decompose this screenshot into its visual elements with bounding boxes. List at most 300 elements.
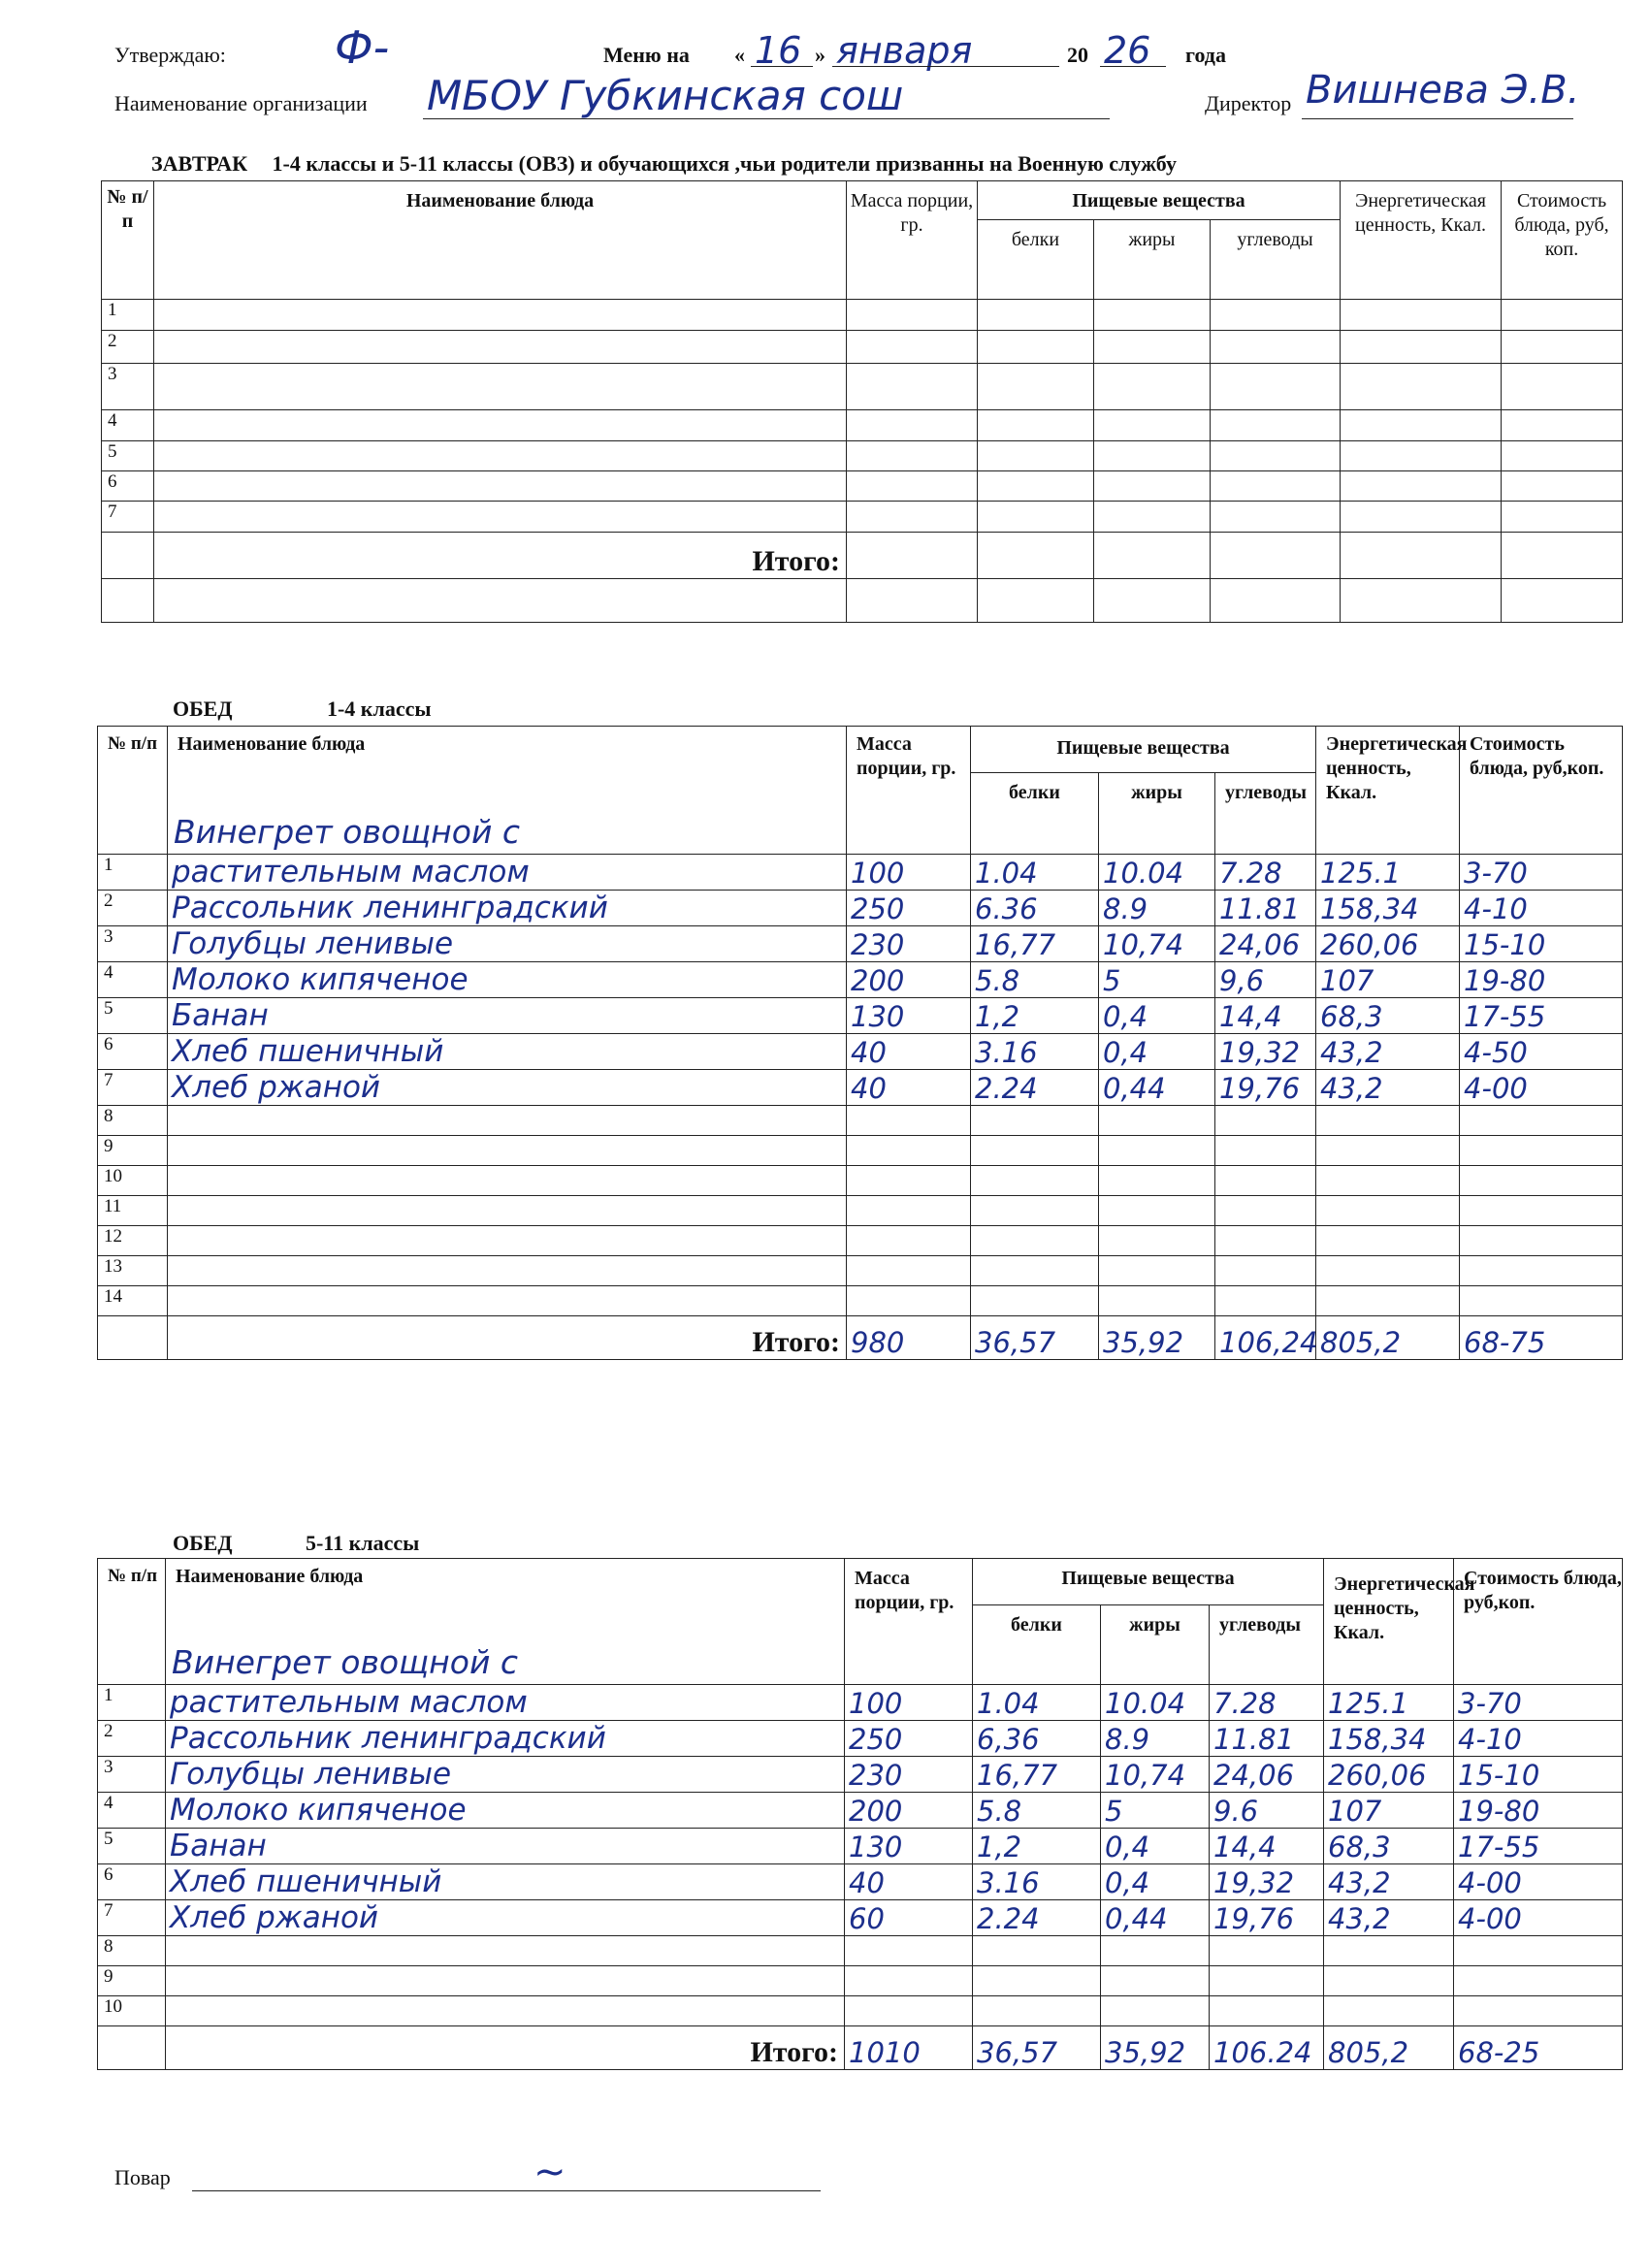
dish-name xyxy=(166,1864,845,1900)
value-fat: 0,4 xyxy=(1099,1034,1215,1070)
value-prot: 3.16 xyxy=(973,1864,1101,1900)
value-carb: 9.6 xyxy=(1210,1793,1324,1829)
value-cost: 4-10 xyxy=(1460,891,1623,926)
breakfast-title-text: ЗАВТРАК xyxy=(151,151,248,176)
empty-cell xyxy=(154,331,847,364)
lunch2-col-carbs: углеводы xyxy=(1210,1605,1324,1685)
value-prot: 16,77 xyxy=(973,1757,1101,1793)
table-row xyxy=(98,891,1623,926)
dish-name xyxy=(166,1643,845,1721)
empty-cell xyxy=(1215,1226,1316,1256)
row-number: 4 xyxy=(98,1793,166,1829)
row-number: 8 xyxy=(98,1936,166,1966)
table-row xyxy=(98,1034,1623,1070)
empty-cell xyxy=(1094,410,1211,441)
value-energy: 158,34 xyxy=(1316,891,1460,926)
breakfast-col-mass: Масса порции, гр. xyxy=(847,181,978,300)
row-number: 3 xyxy=(98,1757,166,1793)
value-energy: 260,06 xyxy=(1324,1757,1454,1793)
empty-cell xyxy=(978,502,1094,533)
value-fat: 5 xyxy=(1101,1793,1210,1829)
dish-name-top: Винегрет овощной с xyxy=(174,813,521,851)
empty-cell xyxy=(1341,410,1502,441)
empty-cell xyxy=(154,471,847,502)
breakfast-col-protein: белки xyxy=(978,220,1094,300)
empty-cell xyxy=(168,1196,847,1226)
empty-cell xyxy=(1502,364,1623,410)
menu-quote-close: » xyxy=(815,43,825,67)
value-prot: 16,77 xyxy=(971,926,1099,962)
value-prot: 2.24 xyxy=(973,1900,1101,1936)
value-prot: 3.16 xyxy=(971,1034,1099,1070)
dish-name-text: Молоко кипяченое xyxy=(170,1793,467,1828)
table-row xyxy=(102,471,1623,502)
empty-cell xyxy=(978,300,1094,331)
row-number: 3 xyxy=(102,364,154,410)
breakfast-col-fat: жиры xyxy=(1094,220,1211,300)
table-row xyxy=(98,1996,1623,2026)
year-prefix: 20 xyxy=(1067,43,1088,67)
empty-cell xyxy=(971,1286,1099,1316)
table-row xyxy=(98,1966,1623,1996)
dish-name-text: Банан xyxy=(172,998,269,1033)
value-carb: 7.28 xyxy=(1215,855,1316,891)
empty-cell xyxy=(1460,1166,1623,1196)
empty-cell xyxy=(1324,1966,1454,1996)
approve-label: Утверждаю: xyxy=(114,43,226,67)
lunch1-subtitle: 1-4 классы xyxy=(326,697,432,721)
value-fat: 0,44 xyxy=(1101,1900,1210,1936)
total-fat: 35,92 xyxy=(1099,1316,1215,1360)
lunch1-col-num: № п/п xyxy=(98,727,168,855)
empty-cell xyxy=(845,1936,973,1966)
empty-cell xyxy=(847,471,978,502)
empty-cell xyxy=(1211,410,1341,441)
empty-cell xyxy=(1211,502,1341,533)
empty-cell xyxy=(1215,1136,1316,1166)
value-cost: 19-80 xyxy=(1460,962,1623,998)
lunch2-col-fat: жиры xyxy=(1101,1605,1210,1685)
row-number: 2 xyxy=(102,331,154,364)
empty-cell xyxy=(168,1286,847,1316)
empty-cell xyxy=(1502,331,1623,364)
table-row xyxy=(98,1757,1623,1793)
value-cost: 15-10 xyxy=(1460,926,1623,962)
empty-cell xyxy=(1341,471,1502,502)
empty-cell xyxy=(971,1226,1099,1256)
empty-cell xyxy=(168,1226,847,1256)
empty-cell xyxy=(847,1256,971,1286)
table-row xyxy=(98,1196,1623,1226)
value-energy: 107 xyxy=(1324,1793,1454,1829)
value-mass: 60 xyxy=(845,1900,973,1936)
value-energy: 158,34 xyxy=(1324,1721,1454,1757)
value-cost: 4-00 xyxy=(1460,1070,1623,1106)
dish-name xyxy=(168,1070,847,1106)
value-mass: 130 xyxy=(845,1829,973,1864)
table-row xyxy=(102,364,1623,410)
total-num xyxy=(98,2026,166,2070)
value-mass: 40 xyxy=(847,1070,971,1106)
menu-day: 16 xyxy=(755,29,802,72)
value-carb: 24,06 xyxy=(1215,926,1316,962)
empty-cell xyxy=(1094,502,1211,533)
row-number: 6 xyxy=(102,471,154,502)
empty-cell xyxy=(1454,1936,1623,1966)
empty-cell xyxy=(847,1136,971,1166)
empty-cell xyxy=(1211,471,1341,502)
empty-cell xyxy=(845,1996,973,2026)
dish-name xyxy=(168,962,847,998)
row-number: 12 xyxy=(98,1226,168,1256)
value-prot: 6,36 xyxy=(973,1721,1101,1757)
value-mass: 40 xyxy=(845,1864,973,1900)
row-number: 1 xyxy=(102,300,154,331)
empty-cell xyxy=(1341,502,1502,533)
empty-cell xyxy=(1101,1966,1210,1996)
empty-cell xyxy=(1454,1996,1623,2026)
value-cost: 17-55 xyxy=(1460,998,1623,1034)
lunch1-title-text: ОБЕД xyxy=(173,697,233,721)
empty-cell xyxy=(1502,471,1623,502)
dish-name-text: Хлеб пшеничный xyxy=(172,1034,444,1069)
total-cost: 68-25 xyxy=(1454,2026,1623,2070)
empty-cell xyxy=(1210,1966,1324,1996)
empty-cell xyxy=(1094,471,1211,502)
value-energy: 43,2 xyxy=(1324,1864,1454,1900)
dish-name xyxy=(166,1757,845,1793)
year-suffix: 26 xyxy=(1104,29,1151,72)
value-energy: 260,06 xyxy=(1316,926,1460,962)
value-energy: 125.1 xyxy=(1316,855,1460,891)
table-row xyxy=(98,1864,1623,1900)
empty-cell xyxy=(847,364,978,410)
row-number: 2 xyxy=(98,891,168,926)
table-row xyxy=(98,1900,1623,1936)
value-carb: 7.28 xyxy=(1210,1685,1324,1721)
row-number: 10 xyxy=(98,1166,168,1196)
dish-name xyxy=(166,1829,845,1864)
row-number: 10 xyxy=(98,1996,166,2026)
dish-name xyxy=(166,1900,845,1936)
lunch2-col-nutrients: Пищевые вещества xyxy=(973,1559,1324,1605)
menu-day-line xyxy=(751,66,813,67)
empty-cell xyxy=(978,441,1094,471)
value-carb: 19,76 xyxy=(1215,1070,1316,1106)
table-row xyxy=(102,300,1623,331)
row-number: 6 xyxy=(98,1034,168,1070)
value-fat: 10,74 xyxy=(1099,926,1215,962)
empty-cell xyxy=(1215,1256,1316,1286)
lunch2-col-cost: Стоимость блюда, руб,коп. xyxy=(1454,1559,1623,1685)
value-cost: 4-10 xyxy=(1454,1721,1623,1757)
value-fat: 0,4 xyxy=(1101,1829,1210,1864)
empty-cell xyxy=(978,410,1094,441)
value-mass: 230 xyxy=(845,1757,973,1793)
breakfast-total-num xyxy=(102,533,154,579)
value-energy: 43,2 xyxy=(1316,1070,1460,1106)
lunch2-col-mass: Масса порции, гр. xyxy=(845,1559,973,1685)
value-fat: 8.9 xyxy=(1099,891,1215,926)
dish-name-text: Хлеб ржаной xyxy=(170,1900,379,1935)
empty-cell xyxy=(978,331,1094,364)
total-energy: 805,2 xyxy=(1324,2026,1454,2070)
empty-cell xyxy=(978,364,1094,410)
empty-cell xyxy=(847,441,978,471)
empty-cell xyxy=(847,1166,971,1196)
value-cost: 4-50 xyxy=(1460,1034,1623,1070)
empty-cell xyxy=(1316,1286,1460,1316)
row-number: 11 xyxy=(98,1196,168,1226)
empty-cell xyxy=(1316,1196,1460,1226)
value-fat: 10.04 xyxy=(1099,855,1215,891)
empty-cell xyxy=(1460,1196,1623,1226)
empty-cell xyxy=(1460,1136,1623,1166)
empty-cell xyxy=(1316,1136,1460,1166)
row-number: 5 xyxy=(102,441,154,471)
empty-cell xyxy=(973,1966,1101,1996)
value-carb: 14,4 xyxy=(1210,1829,1324,1864)
table-row xyxy=(98,1685,1623,1721)
value-fat: 0,4 xyxy=(1099,998,1215,1034)
lunch2-title xyxy=(173,1531,419,1556)
approve-signature: Ф- xyxy=(335,21,390,74)
total-label: Итого: xyxy=(168,1316,847,1360)
row-number: 4 xyxy=(98,962,168,998)
empty-cell xyxy=(847,410,978,441)
empty-cell xyxy=(1210,1936,1324,1966)
lunch1-title xyxy=(173,697,432,722)
value-carb: 24,06 xyxy=(1210,1757,1324,1793)
breakfast-col-name: Наименование блюда xyxy=(154,181,847,300)
menu-month: января xyxy=(836,29,973,72)
dish-name-text: Молоко кипяченое xyxy=(172,962,469,997)
table-row xyxy=(98,1829,1623,1864)
cook-signature: ~ xyxy=(534,2150,566,2194)
row-number: 7 xyxy=(98,1070,168,1106)
value-mass: 200 xyxy=(847,962,971,998)
lunch2-table xyxy=(97,1558,1623,2070)
value-prot: 6.36 xyxy=(971,891,1099,926)
menu-quote-open: « xyxy=(734,43,745,67)
empty-cell xyxy=(971,1136,1099,1166)
value-carb: 11.81 xyxy=(1215,891,1316,926)
empty-cell xyxy=(971,1196,1099,1226)
empty-cell xyxy=(973,1936,1101,1966)
table-row xyxy=(98,998,1623,1034)
dish-name xyxy=(168,1034,847,1070)
empty-cell xyxy=(166,1936,845,1966)
value-mass: 200 xyxy=(845,1793,973,1829)
total-carb: 106,24 xyxy=(1215,1316,1316,1360)
table-row xyxy=(98,1166,1623,1196)
empty-cell xyxy=(1211,364,1341,410)
value-mass: 250 xyxy=(845,1721,973,1757)
row-number: 1 xyxy=(98,855,168,891)
value-prot: 1.04 xyxy=(971,855,1099,891)
empty-cell xyxy=(973,1996,1101,2026)
value-prot: 1,2 xyxy=(971,998,1099,1034)
empty-cell xyxy=(1210,1996,1324,2026)
value-energy: 125.1 xyxy=(1324,1685,1454,1721)
empty-cell xyxy=(1211,331,1341,364)
empty-cell xyxy=(168,1256,847,1286)
value-mass: 40 xyxy=(847,1034,971,1070)
empty-cell xyxy=(847,1106,971,1136)
value-carb: 11.81 xyxy=(1210,1721,1324,1757)
empty-cell xyxy=(1454,1966,1623,1996)
value-energy: 43,2 xyxy=(1324,1900,1454,1936)
empty-cell xyxy=(1099,1256,1215,1286)
empty-cell xyxy=(1341,331,1502,364)
lunch2-col-name: Наименование блюда xyxy=(166,1559,845,1685)
value-carb: 19,32 xyxy=(1215,1034,1316,1070)
total-prot: 36,57 xyxy=(971,1316,1099,1360)
value-prot: 5.8 xyxy=(971,962,1099,998)
lunch1-col-nutrients: Пищевые вещества xyxy=(971,727,1316,773)
total-label: Итого: xyxy=(166,2026,845,2070)
org-value: МБОУ Губкинская сош xyxy=(427,72,904,119)
empty-cell xyxy=(1099,1166,1215,1196)
value-carb: 19,76 xyxy=(1210,1900,1324,1936)
dish-name xyxy=(168,813,847,891)
empty-cell xyxy=(847,502,978,533)
breakfast-table xyxy=(101,180,1623,623)
empty-cell xyxy=(166,1966,845,1996)
total-row xyxy=(98,2026,1623,2070)
table-row xyxy=(98,1793,1623,1829)
empty-cell xyxy=(847,300,978,331)
breakfast-col-cost: Стоимость блюда, руб, коп. xyxy=(1502,181,1623,300)
lunch1-col-name: Наименование блюда xyxy=(168,727,847,855)
empty-cell xyxy=(978,471,1094,502)
empty-cell xyxy=(1502,441,1623,471)
table-row xyxy=(98,962,1623,998)
table-row xyxy=(98,1070,1623,1106)
value-fat: 10.04 xyxy=(1101,1685,1210,1721)
value-prot: 5.8 xyxy=(973,1793,1101,1829)
empty-cell xyxy=(168,1166,847,1196)
cook-label: Повар xyxy=(114,2165,171,2189)
value-energy: 107 xyxy=(1316,962,1460,998)
empty-cell xyxy=(847,1286,971,1316)
row-number: 2 xyxy=(98,1721,166,1757)
empty-cell xyxy=(154,502,847,533)
empty-cell xyxy=(168,1106,847,1136)
empty-cell xyxy=(1215,1196,1316,1226)
empty-cell xyxy=(154,441,847,471)
empty-cell xyxy=(845,1966,973,1996)
breakfast-col-num: № п/п xyxy=(102,181,154,300)
menu-month-line xyxy=(832,66,1059,67)
empty-cell xyxy=(1099,1136,1215,1166)
breakfast-subtitle: 1-4 классы и 5-11 классы (ОВЗ) и обучающихся ,чьи родители призванны на Военную службу xyxy=(272,151,1177,176)
empty-cell xyxy=(1460,1256,1623,1286)
row-number: 4 xyxy=(102,410,154,441)
total-prot: 36,57 xyxy=(973,2026,1101,2070)
value-fat: 0,44 xyxy=(1099,1070,1215,1106)
empty-cell xyxy=(1215,1286,1316,1316)
empty-cell xyxy=(1094,331,1211,364)
value-mass: 250 xyxy=(847,891,971,926)
empty-cell xyxy=(1101,1936,1210,1966)
empty-cell xyxy=(166,1996,845,2026)
menu-label: Меню на xyxy=(603,43,690,67)
empty-cell xyxy=(154,364,847,410)
value-cost: 3-70 xyxy=(1460,855,1623,891)
lunch1-table xyxy=(97,726,1623,1360)
value-carb: 19,32 xyxy=(1210,1864,1324,1900)
org-label: Наименование организации xyxy=(114,91,368,115)
table-row xyxy=(98,1256,1623,1286)
empty-cell xyxy=(971,1256,1099,1286)
dish-name-text: Рассольник ленинградский xyxy=(172,891,608,925)
table-row xyxy=(102,441,1623,471)
value-cost: 3-70 xyxy=(1454,1685,1623,1721)
dish-name-text: Рассольник ленинградский xyxy=(170,1721,606,1756)
lunch1-col-mass: Масса порции, гр. xyxy=(847,727,971,855)
row-number: 3 xyxy=(98,926,168,962)
breakfast-col-nutrients: Пищевые вещества xyxy=(978,181,1341,220)
empty-cell xyxy=(1316,1226,1460,1256)
breakfast-total-label: Итого: xyxy=(154,533,847,579)
row-number: 5 xyxy=(98,1829,166,1864)
breakfast-col-carbs: углеводы xyxy=(1211,220,1341,300)
value-prot: 1.04 xyxy=(973,1685,1101,1721)
dish-name-text: Хлеб ржаной xyxy=(172,1070,381,1105)
empty-cell xyxy=(971,1106,1099,1136)
lunch1-col-protein: белки xyxy=(971,773,1099,855)
empty-cell xyxy=(1099,1196,1215,1226)
total-row xyxy=(98,1316,1623,1360)
value-fat: 8.9 xyxy=(1101,1721,1210,1757)
dish-name xyxy=(166,1721,845,1757)
value-cost: 19-80 xyxy=(1454,1793,1623,1829)
table-row xyxy=(102,410,1623,441)
value-mass: 100 xyxy=(845,1685,973,1721)
total-cost: 68-75 xyxy=(1460,1316,1623,1360)
row-number: 1 xyxy=(98,1685,166,1721)
year-word: года xyxy=(1185,43,1226,67)
empty-cell xyxy=(168,1136,847,1166)
director-line xyxy=(1302,118,1573,119)
table-row xyxy=(98,1286,1623,1316)
value-energy: 43,2 xyxy=(1316,1034,1460,1070)
dish-name-text: Банан xyxy=(170,1829,267,1863)
empty-cell xyxy=(971,1166,1099,1196)
table-row xyxy=(98,1226,1623,1256)
value-mass: 230 xyxy=(847,926,971,962)
total-mass: 980 xyxy=(847,1316,971,1360)
lunch2-col-energy: Энергетическая ценность, Ккал. xyxy=(1324,1559,1454,1685)
empty-cell xyxy=(1094,441,1211,471)
empty-cell xyxy=(1502,502,1623,533)
empty-cell xyxy=(1341,300,1502,331)
table-row xyxy=(98,1936,1623,1966)
total-energy: 805,2 xyxy=(1316,1316,1460,1360)
value-fat: 5 xyxy=(1099,962,1215,998)
empty-cell xyxy=(1341,441,1502,471)
director-label: Директор xyxy=(1205,91,1292,115)
value-prot: 1,2 xyxy=(973,1829,1101,1864)
table-row xyxy=(102,331,1623,364)
lunch2-col-num: № п/п xyxy=(98,1559,166,1685)
empty-cell xyxy=(1324,1996,1454,2026)
lunch1-col-fat: жиры xyxy=(1099,773,1215,855)
value-carb: 14,4 xyxy=(1215,998,1316,1034)
row-number: 7 xyxy=(98,1900,166,1936)
empty-cell xyxy=(1316,1106,1460,1136)
